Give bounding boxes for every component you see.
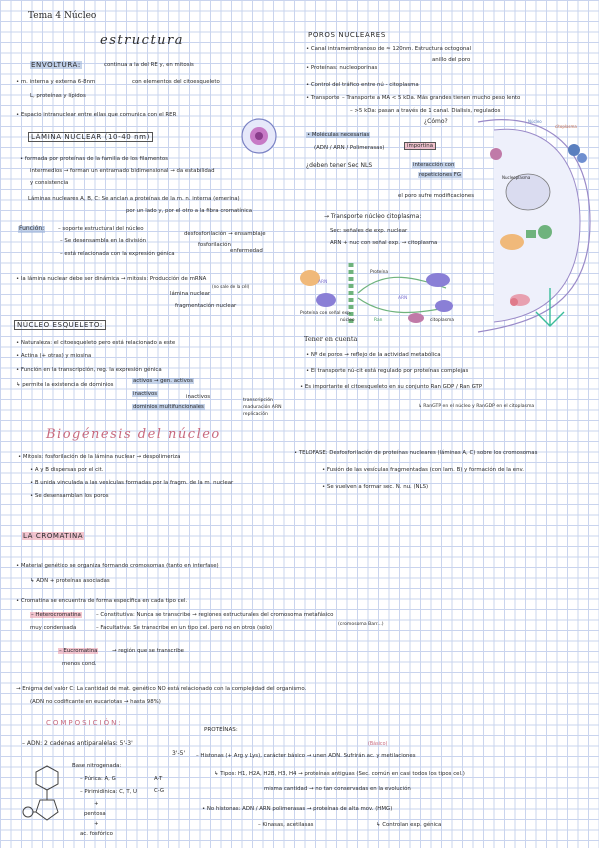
diagram-label-citoplasma: citoplasma — [555, 124, 577, 129]
acido-fosforico-label: ac. fosfórico — [80, 831, 113, 837]
eucromatina-line-2: → región que se transcribe — [112, 648, 184, 654]
poros-line-13: interacción con — [413, 162, 455, 168]
lamina-line-3: y consistencia — [30, 180, 69, 186]
diagram-label-nucleo-2: núcleo — [340, 318, 355, 323]
enigma-line-2: (ADN no codificante en eucariotas → hasta 98%) — [30, 699, 161, 705]
poros-line-12: ¿deben tener Sec NLS — [306, 162, 373, 169]
nucleo-esq-line-3: • Función en la transcripción, reg. la expresión génica — [16, 367, 162, 373]
nuclear-transport-diagram — [470, 112, 595, 342]
lamina-line-4: Láminas nucleares A, B, C: Se anclan a proteínas de la m. n. interna (emerina) — [28, 196, 240, 202]
biogenesis-heading: Biogénesis del núcleo — [46, 427, 221, 442]
poros-line-4: • Control del tráfico entre nú - citoplasma — [306, 82, 419, 88]
dominio-2: inactivos — [133, 391, 158, 397]
nucleo-esq-line-4: ↳ permite la existencia de dominios — [16, 382, 114, 388]
cromatina-line-3: • Cromatina se encuentra de forma específica en cada tipo cel. — [16, 598, 188, 604]
biogenesis-line-2: • A y B dispersas por el cit. — [30, 467, 104, 473]
lamina-line-6: • la lámina nuclear debe ser dinámica → mitosis: Producción de mRNA — [16, 276, 207, 282]
poros-line-2: anillo del poro — [432, 57, 471, 63]
proteinas-line-1b: (Básico) — [368, 742, 388, 747]
nucleo-esq-line-1: • Naturaleza: el citoesqueleto pero está relacionado a este — [16, 340, 176, 346]
base-pirimidinica: – Pirimidínica: C, T, U — [80, 789, 137, 795]
lamina-line-7: (no sale de la cél) — [212, 284, 250, 289]
funcion-line-5: fosforilación — [198, 242, 231, 248]
proteinas-heading: PROTEÍNAS: — [204, 727, 238, 733]
pair-at: A-T — [154, 776, 163, 782]
tener-line-1: • Nº de poros → reflejo de la actividad metabólica — [306, 352, 441, 358]
transporte-heading: → Transporte núcleo citoplasma: — [324, 213, 422, 220]
section-title-estructura: estructura — [100, 33, 185, 48]
telofase-line-2: • Fusión de las vesículas fragmentadas (con lam. B) y formación de la env. — [322, 467, 524, 473]
heterocromatina-line-4: – Facultativa: Se transcribe en un tipo cel. pero no en otros (solo) — [96, 625, 273, 631]
transporte-line-2: ARN + nuc con señal exp. → citoplasma — [330, 240, 438, 246]
poros-line-8: ¿Cómo? — [424, 118, 448, 125]
pair-cg: C-G — [154, 788, 165, 794]
proteinas-line-1: – Histonas (+ Arg y Lys), carácter básico → unen ADN. Sufrirán ac. y metilaciones — [196, 753, 416, 759]
importina-label: importina — [404, 142, 436, 150]
envoltura-line-3: con elementos del citoesqueleto — [132, 79, 220, 85]
proteinas-line-5: – Kinasas, acetilasas — [258, 822, 314, 828]
lamina-line-8: lámina nuclear — [170, 291, 211, 297]
tener-heading: Tener en cuenta — [304, 335, 358, 343]
diagram-label-arn: ARN — [318, 280, 328, 285]
envoltura-line-4: L, proteínas y lípidos — [30, 93, 86, 99]
envoltura-line-5: • Espacio intranuclear entre ellas que comunica con el RER — [16, 112, 177, 118]
diagram-label-arn-2: ARN — [398, 296, 408, 301]
funcion-heading: Función: — [19, 225, 45, 232]
base-purica: – Púrica: A, G — [80, 776, 116, 782]
diagram-label-ran: Ran — [374, 318, 383, 323]
heterocromatina-label: – Heterocromatina — [31, 612, 81, 618]
proteinas-line-2: ↳ Tipos: H1, H2A, H2B, H3, H4 → proteínas antiguas (Sec. común en casi todos los tipos cel.) — [214, 771, 465, 777]
nucleotide-drawing — [22, 760, 72, 830]
nucleo-esq-line-2: • Actina (+ otras) y miosina — [16, 353, 92, 359]
cromatina-line-2: ↳ ADN + proteínas asociadas — [30, 578, 110, 584]
dominio-6: maduración ARN — [243, 405, 282, 410]
poros-line-3: • Proteínas: nucleoporinas — [306, 65, 378, 71]
poros-line-10: (ADN / ARN / Polimerasas) — [314, 145, 385, 151]
envoltura-line-1: continua a la del RE y, en mitosis — [104, 62, 194, 68]
diagram-label-proteina: Proteína — [370, 270, 389, 275]
transporte-line-1: Sec: señales de exp. nuclear — [330, 228, 408, 234]
lamina-line-5: por un lado y, por el otro a la fibra cromatínica — [126, 208, 253, 214]
poros-line-7: – >5 kDa: pasan a través de 1 canal. Dialisis, regulados — [350, 108, 501, 114]
eucromatina-label: – Eucromatina — [59, 648, 98, 654]
dominio-5: transcripción — [243, 398, 273, 403]
heterocromatina-line-2: – Constitutiva: Nunca se transcribe → regiones estructurales del cromosoma metafásico — [96, 612, 334, 618]
lamina-line-9: fragmentación nuclear — [175, 303, 237, 309]
funcion-line-2: – Se desensambla en la división — [60, 238, 147, 244]
tener-line-3: • Es importante el citoesqueleto en su conjunto Ran GDP / Ran GTP — [300, 384, 483, 390]
diagram-label-proteina-senal: Proteína con señal exp. — [300, 311, 352, 316]
poros-line-9: • Moléculas necesarias — [307, 132, 370, 138]
telofase-line-1: • TELOFASE: Desfosforilación de proteínas nucleares (láminas A, C) sobre los cromosomas — [294, 450, 538, 456]
composicion-line-2: 3'-5' — [172, 750, 186, 757]
composicion-heading: COMPOSICIÓN: — [46, 719, 123, 727]
diagram-label-citoplasma-2: citoplasma — [430, 318, 454, 323]
biogenesis-line-3: • B unida vinculada a las vesículas formadas por la fragm. de la m. nuclear — [30, 480, 234, 486]
dominio-1: activos → gen. activos — [133, 378, 193, 384]
page-title: Tema 4 Núcleo — [28, 11, 97, 21]
lamina-line-2: intermedios → forman un entramado bidimensional → da estabilidad — [30, 168, 215, 174]
proteinas-line-4: • No histonas: ADN / ARN polimerasas → proteínas de alta mov. (HMG) — [202, 806, 393, 812]
nucleus-drawing — [236, 116, 282, 156]
diagram-label-nucleo: Núcleo — [528, 119, 542, 124]
envoltura-line-2: • m. interna y externa 6-8nm — [16, 79, 96, 85]
funcion-line-4: desfosforilación → ensamblaje — [184, 231, 266, 237]
tener-line-2: • El transporte nú-cit está regulado por proteínas complejas — [306, 368, 469, 374]
pentosa-label: pentosa — [84, 811, 106, 817]
heterocromatina-line-3: muy condensada — [30, 625, 77, 631]
diagram-label-nucleoplasma: Nucleoplasma — [502, 175, 531, 180]
dominio-3: inactivos — [186, 394, 211, 400]
funcion-line-6: enfermedad — [230, 248, 263, 254]
lamina-line-1: • formada por proteínas de la familia de los filamentos — [20, 156, 168, 162]
telofase-line-3: • Se vuelven a formar sec. N. nu. (NLS) — [322, 484, 429, 490]
plus-2: + — [94, 821, 99, 827]
poros-heading: POROS NUCLEARES — [308, 31, 386, 39]
proteinas-line-6: ↳ Controlan exp. génica — [376, 822, 442, 828]
tener-line-4: ↳ RanGTP en el núcleo y RanGDP en el citoplasma — [418, 404, 535, 409]
funcion-line-1: – soporte estructural del núcleo — [58, 226, 144, 232]
poros-line-5: • Transporte — [306, 95, 340, 101]
enigma-line-1: → Enigma del valor C: La cantidad de mat. genético NO está relacionado con la complejidad del organismo. — [16, 686, 307, 692]
base-label: Base nitrogenada: — [72, 763, 122, 769]
poros-line-6: – Transporte a MA < 5 kDa. Más grandes tienen mucho peso lento — [342, 95, 521, 101]
poros-line-1: • Canal intramembranoso de ≈ 120nm. Estructura octogonal — [306, 46, 472, 52]
biogenesis-line-1: • Mitosis: fosforilación de la lámina nuclear → despolimeriza — [18, 454, 181, 460]
cromatina-line-1: • Material genético se organiza formando cromosomas (tanto en interfase) — [16, 563, 219, 569]
plus-1: + — [94, 801, 99, 807]
dominio-4: dominios multifuncionales — [133, 404, 204, 410]
cromatina-heading: LA CROMATINA — [23, 532, 84, 540]
poros-line-14: repeticiones FG — [419, 172, 462, 178]
envoltura-heading: ENVOLTURA: — [31, 61, 81, 69]
dominio-7: replicación — [243, 412, 268, 417]
composicion-line-1: – ADN: 2 cadenas antiparalelas: 5'-3' — [22, 740, 133, 747]
biogenesis-line-4: • Se desensamblan los poros — [30, 493, 109, 499]
eucromatina-line-3: menos cond. — [62, 661, 97, 667]
nucleo-esqueleto-heading: NÚCLEO ESQUELETO: — [14, 320, 106, 330]
proteinas-line-3: misma cantidad → no tan conservadas en la evolución — [264, 786, 411, 792]
lamina-heading: LÁMINA NUCLEAR (10-40 nm) — [28, 132, 153, 142]
poros-line-15: el poro sufre modificaciones — [398, 193, 475, 199]
heterocromatina-line-5: (cromosoma Barr...) — [338, 622, 384, 627]
funcion-line-3: – está relacionada con la expresión génica — [60, 251, 175, 257]
